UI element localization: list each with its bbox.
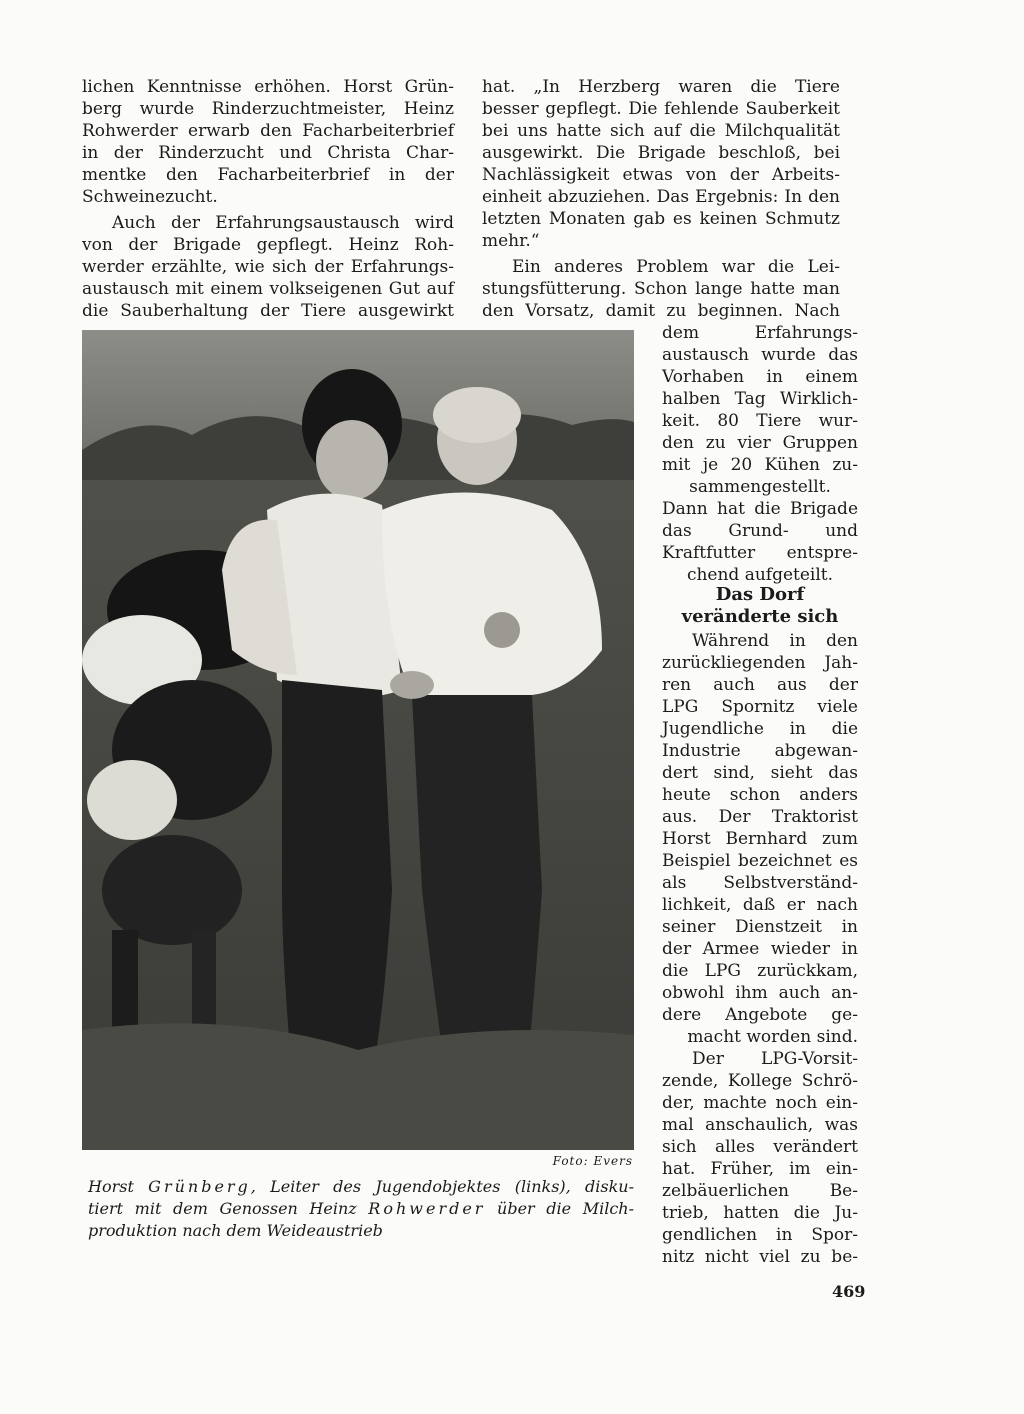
text-line: mal anschaulich, was xyxy=(662,1115,858,1135)
text-line: gendlichen in Spor- xyxy=(662,1225,858,1245)
text-line: Horst Bernhard zum xyxy=(662,829,858,849)
text-line: Dann hat die Brigade xyxy=(662,499,858,519)
text-line: Nachlässigkeit etwas von der Arbeits- xyxy=(482,165,840,185)
text-line: dere Angebote ge- xyxy=(662,1005,858,1025)
text-line: letzten Monaten gab es keinen Schmutz xyxy=(482,209,840,229)
text-line: trieb, hatten die Ju- xyxy=(662,1203,858,1223)
text-line: zende, Kollege Schrö- xyxy=(662,1071,858,1091)
photo-two-farmers-with-cattle xyxy=(82,330,634,1150)
text-line: den Vorsatz, damit zu beginnen. Nach xyxy=(482,301,840,321)
text-line: halben Tag Wirklich- xyxy=(662,389,858,409)
text-line: heute schon anders xyxy=(662,785,858,805)
photo-caption-line xyxy=(88,1198,634,1220)
text-line: das Grund- und xyxy=(662,521,858,541)
text-line: Während in den xyxy=(692,631,858,651)
text-line: Ein anderes Problem war die Lei- xyxy=(512,257,840,277)
text-line: aus. Der Traktorist xyxy=(662,807,858,827)
text-line: dert sind, sieht das xyxy=(662,763,858,783)
text-line: Industrie abgewan- xyxy=(662,741,858,761)
text-line: als Selbstverständ- xyxy=(662,873,858,893)
text-line: keit. 80 Tiere wur- xyxy=(662,411,858,431)
text-line: ren auch aus der xyxy=(662,675,858,695)
text-line: Kraftfutter entspre- xyxy=(662,543,858,563)
text-line: der, machte noch ein- xyxy=(662,1093,858,1113)
text-line: lichkeit, daß er nach xyxy=(662,895,858,915)
text-line: der Armee wieder in xyxy=(662,939,858,959)
text-line: lichen Kenntnisse erhöhen. Horst Grün- xyxy=(82,77,454,97)
text-line: macht worden sind. xyxy=(687,1027,858,1047)
text-line: Der LPG-Vorsit- xyxy=(692,1049,858,1069)
text-line: hat. Früher, im ein- xyxy=(662,1159,858,1179)
text-line: den zu vier Gruppen xyxy=(662,433,858,453)
text-line: die Sauberhaltung der Tiere ausgewirkt xyxy=(82,301,454,321)
section-heading: Das Dorf xyxy=(715,584,805,605)
text-line: von der Brigade gepflegt. Heinz Roh- xyxy=(82,235,454,255)
photo-caption-line xyxy=(88,1176,634,1198)
text-line: LPG Spornitz viele xyxy=(662,697,858,717)
text-line: berg wurde Rinderzuchtmeister, Heinz xyxy=(82,99,454,119)
text-line: austausch mit einem volkseigenen Gut auf xyxy=(82,279,454,299)
text-line: mehr.“ xyxy=(482,231,540,251)
text-line: in der Rinderzucht und Christa Char- xyxy=(82,143,454,163)
text-line: stungsfütterung. Schon lange hatte man xyxy=(482,279,840,299)
text-line: seiner Dienstzeit in xyxy=(662,917,858,937)
text-line: Rohwerder erwarb den Facharbeiterbrief xyxy=(82,121,454,141)
text-line: mentke den Facharbeiterbrief in der xyxy=(82,165,454,185)
caption-text: tiert mit dem Genossen Heinz xyxy=(88,1199,369,1218)
text-line: chend aufgeteilt. xyxy=(686,565,834,585)
page-number: 469 xyxy=(832,1282,866,1301)
text-line: zurückliegenden Jah- xyxy=(662,653,858,673)
text-line: werder erzählte, wie sich der Erfahrungs- xyxy=(82,257,454,277)
text-line: sammengestellt. xyxy=(689,477,831,497)
text-line: ausgewirkt. Die Brigade beschloß, bei xyxy=(482,143,840,163)
text-line: Beispiel bezeichnet es xyxy=(662,851,858,871)
text-line: einheit abzuziehen. Das Ergebnis: In den xyxy=(482,187,840,207)
photo-credit: Foto: Evers xyxy=(552,1154,633,1168)
text-line: austausch wurde das xyxy=(662,345,858,365)
text-line: die LPG zurückkam, xyxy=(662,961,858,981)
text-line: mit je 20 Kühen zu- xyxy=(662,455,858,475)
caption-text: über die Milch- xyxy=(485,1199,634,1218)
section-heading: veränderte sich xyxy=(681,606,839,627)
text-line: obwohl ihm auch an- xyxy=(662,983,858,1003)
text-line: bei uns hatte sich auf die Milchqualität xyxy=(482,121,840,141)
text-line: Vorhaben in einem xyxy=(662,367,858,387)
text-line: Schweinezucht. xyxy=(82,187,218,207)
text-line: besser gepflegt. Die fehlende Sauberkeit xyxy=(482,99,840,119)
caption-text: , Leiter des Jugendobjektes (links), disku- xyxy=(250,1177,634,1196)
caption-name: Rohwerder xyxy=(368,1199,486,1218)
text-line: nitz nicht viel zu be- xyxy=(662,1247,858,1267)
photo-caption-line: produktion nach dem Weideaustrieb xyxy=(88,1221,383,1240)
text-line: dem Erfahrungs- xyxy=(662,323,858,343)
text-line: zelbäuerlichen Be- xyxy=(662,1181,858,1201)
text-line: sich alles verändert xyxy=(662,1137,858,1157)
caption-name: Grünberg xyxy=(148,1177,251,1196)
caption-text: Horst xyxy=(88,1177,149,1196)
text-line: Jugendliche in die xyxy=(662,719,858,739)
text-line: hat. „In Herzberg waren die Tiere xyxy=(482,77,840,97)
text-line: Auch der Erfahrungsaustausch wird xyxy=(112,213,454,233)
